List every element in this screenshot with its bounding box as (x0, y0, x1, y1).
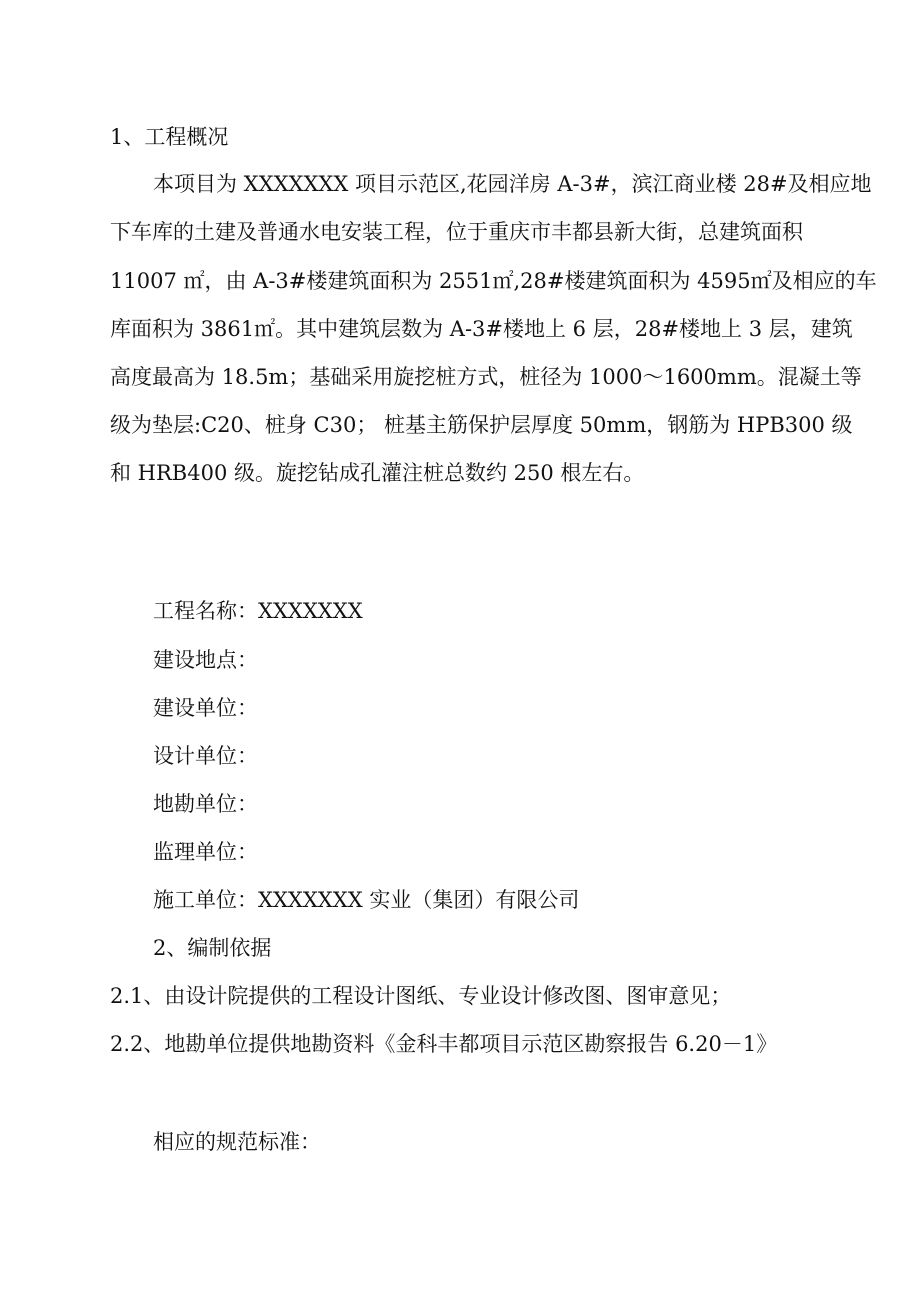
overview-line-6: 级为垫层:C20、桩身 C30； 桩基主筋保护层厚度 50mm，钢筋为 HPB300 级 (110, 413, 853, 437)
overview-line-7: 和 HRB400 级。旋挖钻成孔灌注桩总数约 250 根左右。 (110, 461, 645, 485)
overview-line-2: 下车库的土建及普通水电安装工程，位于重庆市丰都县新大街，总建筑面积 (110, 220, 803, 244)
section-heading-overview: 1、工程概况 (110, 125, 229, 149)
overview-line-3: 11007 ㎡，由 A-3#楼建筑面积为 2551㎡,28#楼建筑面积为 4595㎡及相应的车 (110, 269, 877, 293)
design-unit-field: 设计单位： (153, 744, 258, 768)
basis-item-1: 2.1、由设计院提供的工程设计图纸、专业设计修改图、图审意见； (110, 984, 732, 1008)
overview-line-4: 库面积为 3861㎡。其中建筑层数为 A-3#楼地上 6 层，28#楼地上 3 层，建筑 (110, 317, 853, 341)
project-location-field: 建设地点： (153, 648, 258, 672)
overview-line-1: 本项目为 XXXXXXX 项目示范区,花园洋房 A-3#，滨江商业楼 28#及相应地 (153, 172, 872, 196)
construction-unit-field: 施工单位：XXXXXXX 实业（集团）有限公司 (153, 888, 580, 912)
section-heading-basis: 2、编制依据 (153, 936, 272, 960)
project-name-field: 工程名称：XXXXXXX (153, 599, 363, 623)
overview-line-5: 高度最高为 18.5m；基础采用旋挖桩方式，桩径为 1000～1600mm。混凝土等 (110, 365, 862, 389)
standards-label: 相应的规范标准： (153, 1130, 321, 1154)
supervision-unit-field: 监理单位： (153, 840, 258, 864)
owner-unit-field: 建设单位： (153, 696, 258, 720)
basis-item-2: 2.2、地勘单位提供地勘资料《金科丰都项目示范区勘察报告 6.20－1》 (110, 1032, 778, 1056)
survey-unit-field: 地勘单位： (153, 792, 258, 816)
